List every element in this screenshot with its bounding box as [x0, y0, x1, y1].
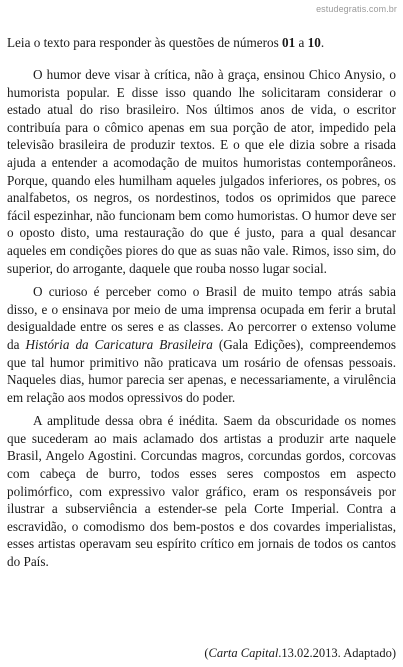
question-number-end: 10 — [307, 35, 321, 50]
question-number-start: 01 — [282, 35, 296, 50]
paragraph-3: A amplitude dessa obra é inédita. Saem da obscuridade os nomes que sucederam ao mais aclamado dos artistas a produzir arte naquele Brasil, Angelo Agostini. Corcundas magros, corcundas gordos, corcovas com cabeça de burro, todos esses seres compostos em aspecto polimórfico, com expressivo valor gráfico, eram os responsáveis por ilustrar a subserviência a estender-se pela Corte Imperial. Contra a escravidão, o comodismo dos bem-postos e dos covardes imperialistas, esses artistas operavam seu espírito crítico em jornais de todos os cantos do País. — [7, 413, 396, 570]
paragraph-1: O humor deve visar à crítica, não à graça, ensinou Chico Anysio, o humorista popular. E disse isso quando lhe solicitaram considerar o estado atual do riso brasileiro. Nos últimos anos de vida, o escritor contribuía para o cômico apenas em sua porção de ator, impedido pela televisão brasileira de produzir textos. E o que ele dizia sobre a risada ajuda a entender a acomodação de muitos humoristas contemporâneos. Porque, quando eles humilham aqueles julgados inferiores, os pobres, os analfabetos, os negros, os nordestinos, todos os oprimidos que parece fácil espezinhar, não funcionam bem como humoristas. O humor deve ser o oposto disto, uma restauração do que é justo, para a qual desancar aqueles em condições piores do que as suas não vale. Rimos, isso sim, do superior, do arrogante, daquele que rouba nosso lugar social. — [7, 67, 396, 276]
paragraph-2-start: O curioso é perceber como o Brasil de muito tempo atrás sabia disso, e o ensinava por meio de uma imprensa ocupada em ferir a brutal desigualdade entre os seres e as classes. Ao percorrer o extenso volume da — [7, 284, 396, 352]
source-citation — [204, 645, 396, 661]
paragraph-2-end: (Gala Edições), compreendemos que tal humor primitivo não praticava um rosário de ofensas pessoais. Naqueles dias, humor parecia ser apenas, e necessariamente, a virulência em relação aos modos opressivos do poder. — [7, 336, 396, 405]
source-open: ( — [204, 646, 209, 660]
instruction-suffix: . — [320, 35, 325, 50]
site-watermark: estudegratis.com.br — [316, 4, 397, 14]
book-title: História da Caricatura Brasileira — [25, 336, 213, 352]
instruction-connector: a — [295, 35, 308, 50]
article-text — [7, 66, 396, 577]
instruction-line — [7, 34, 396, 51]
paragraph-2 — [7, 283, 396, 406]
source-details: .13.02.2013. Adaptado) — [278, 646, 396, 660]
source-publication: Carta Capital — [208, 646, 279, 660]
instruction-prefix: Leia o texto para responder às questões de números — [7, 35, 283, 50]
